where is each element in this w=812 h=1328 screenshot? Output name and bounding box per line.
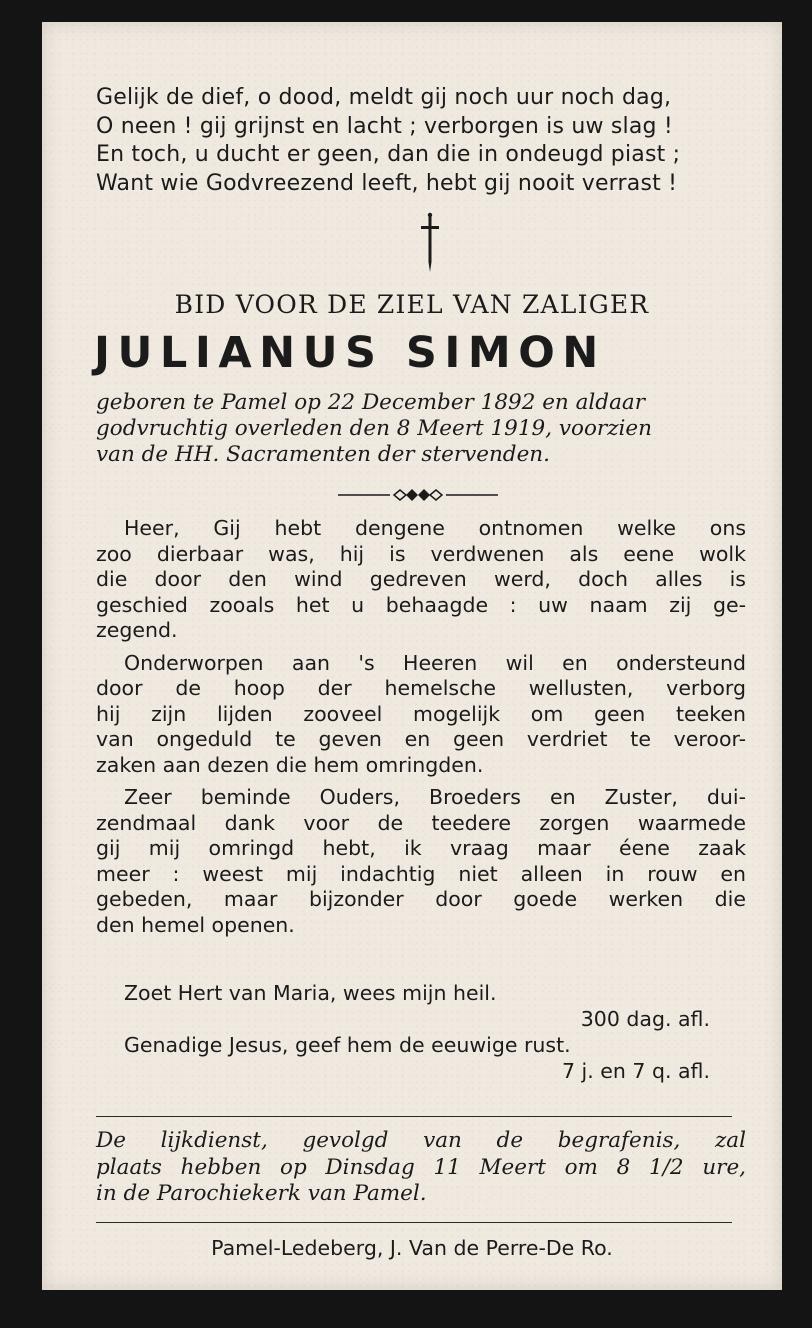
paragraph <box>96 651 746 779</box>
funeral-line: in de Parochiekerk van Pamel. <box>96 1181 427 1206</box>
prayer-text: Zoet Hert van Maria, wees mijn heil. <box>124 981 497 1005</box>
text-line: Zeer beminde Ouders, Broeders en Zuster, dui- <box>124 785 746 809</box>
prayer-text: Genadige Jesus, geef hem de eeuwige rust. <box>124 1033 571 1057</box>
indulgence-value: 7 j. en 7 q. afl. <box>561 1059 710 1083</box>
poem <box>96 84 746 198</box>
details-line: godvruchtig overleden den 8 Meert 1919, voorzien <box>96 416 652 441</box>
text-line: Onderworpen aan 's Heeren wil en ondersteund <box>124 650 746 675</box>
text-line: Heer, Gij hebt dengene ontnomen welke ons <box>124 516 746 540</box>
birth-death-details <box>96 390 746 468</box>
text-line: zendmaal dank voor de teedere zorgen waarmede <box>96 810 746 835</box>
divider-rule <box>96 1222 732 1223</box>
paragraph <box>96 785 746 938</box>
printer-imprint: Pamel-Ledeberg, J. Van de Perre-De Ro. <box>211 1236 613 1260</box>
poem-line: Gelijk de dief, o dood, meldt gij noch uur noch dag, <box>96 85 672 110</box>
funeral-line: De lijkdienst, gevolgd van de begrafenis, zal <box>96 1128 746 1153</box>
cross-icon <box>418 210 442 276</box>
memorial-card <box>42 22 782 1290</box>
paragraph <box>96 516 746 644</box>
poem-line: En toch, u ducht er geen, dan die in ondeugd piast ; <box>96 142 681 167</box>
poem-line: O neen ! gij grijnst en lacht ; verborgen is uw slag ! <box>96 113 673 139</box>
text-line: van ongeduld te geven en geen verdriet te veroor- <box>96 727 746 751</box>
text-line: gebeden, maar bijzonder door goede werken die <box>96 887 746 911</box>
text-line: zegend. <box>96 618 178 642</box>
divider-rule <box>96 1116 732 1117</box>
indulgence-value: 300 dag. afl. <box>580 1007 710 1031</box>
poem-line: Want wie Godvreezend leeft, hebt gij nooit verrast ! <box>96 170 678 196</box>
text-line: zoo dierbaar was, hij is verdwenen als eene wolk <box>96 541 746 566</box>
deceased-name: JULIANUS SIMON <box>94 328 606 378</box>
text-line: gij mij omringd hebt, ik vraag maar éene zaak <box>96 836 746 860</box>
text-line: meer : weest mij indachtig niet alleen in rouw en <box>96 861 746 886</box>
text-line: door de hoop der hemelsche wellusten, verborg <box>96 676 746 700</box>
text-line: hij zijn lijden zooveel mogelijk om geen teeken <box>96 701 746 726</box>
text-line: die door den wind gedreven werd, doch alles is <box>96 567 746 591</box>
prayer-heading: BID VOOR DE ZIEL VAN ZALIGER <box>174 290 650 319</box>
funeral-line: plaats hebben op Dinsdag 11 Meert om 8 1/2 ure, <box>96 1154 746 1180</box>
text-line: zaken aan dezen die hem omringden. <box>96 752 484 777</box>
details-line: geboren te Pamel op 22 December 1892 en aldaar <box>96 390 645 415</box>
ornament-divider-icon <box>338 486 498 504</box>
indulgence-prayers <box>96 980 710 1084</box>
funeral-notice <box>96 1128 746 1208</box>
memorial-text <box>96 516 746 945</box>
text-line: geschied zooals het u behaagde : uw naam zij ge- <box>96 592 746 617</box>
text-line: den hemel openen. <box>96 912 295 937</box>
details-line: van de HH. Sacramenten der stervenden. <box>96 442 550 467</box>
